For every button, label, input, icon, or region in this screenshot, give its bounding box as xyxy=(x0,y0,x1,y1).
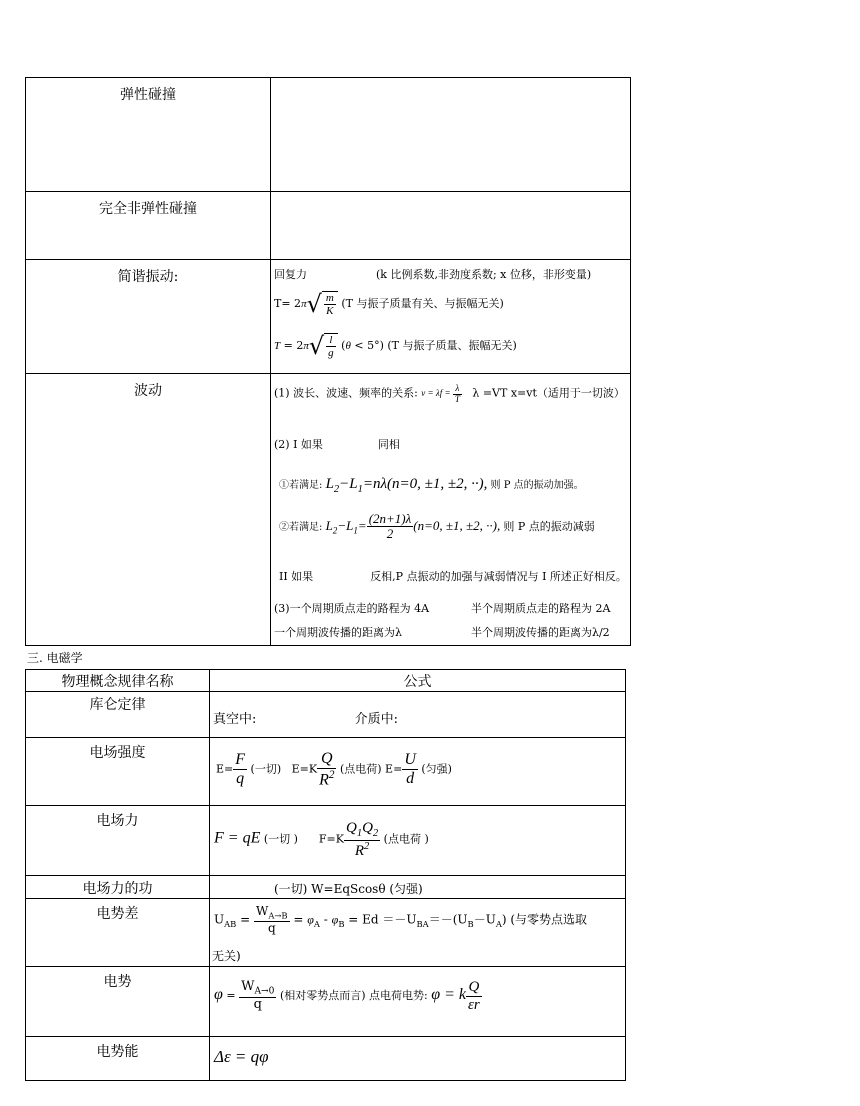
coulomb-label: 库仑定律 xyxy=(26,692,210,738)
distance-half-period: 半个周期波传播的距离为λ/2 xyxy=(471,626,610,639)
potential-diff-note-2: 无关) xyxy=(212,949,241,963)
section-title: 三. 电磁学 xyxy=(27,651,83,665)
potential-diff-label: 电势差 xyxy=(26,899,210,967)
force-point-charge-note: (点电荷 ) xyxy=(383,832,429,846)
potential-diff-formula: $U_{AB}$ = $\frac{W_{A\to B}}{q}$ = $\varphi_A - \varphi_B = Ed =-U_{BA}=-(U_B-U_A)$ (与零势点选取 无关) xyxy=(210,899,626,967)
condition-1-result: 则 P 点的振动加强。 xyxy=(490,480,584,491)
condition-2-label: ②若满足: xyxy=(279,521,323,533)
mechanics-table xyxy=(25,77,631,646)
interference-case-1: (2) I 如果 xyxy=(274,438,323,451)
field-work-formula xyxy=(210,876,626,899)
potential-diff-note: (与零势点选取 xyxy=(510,912,588,927)
wave-relation-note: λ =VT x=vt（适用于一切波） xyxy=(472,386,625,400)
field-strength-formula: E= $\frac{F}{q}$ (一切) E=K $\frac{Q}{R^2}$ (点电荷) E= $\frac{U}{d}$ (匀强) xyxy=(210,738,626,806)
medium-label: 介质中: xyxy=(354,712,399,727)
elastic-collision-label: 弹性碰撞 xyxy=(26,78,271,192)
shm-formula xyxy=(271,260,631,374)
wave-relation-label: (1) 波长、波速、频率的关系: xyxy=(274,386,418,400)
condition-2-result: 则 P 点的振动减弱 xyxy=(503,519,595,533)
restore-force-label: 回复力 xyxy=(274,268,307,281)
potential-note: (相对零势点而言) 点电荷电势: xyxy=(279,989,428,1002)
field-strength-label: 电场强度 xyxy=(26,738,210,806)
inelastic-collision-formula xyxy=(271,192,631,260)
electric-force-label: 电场力 xyxy=(26,806,210,876)
field-point-charge-note: (点电荷) xyxy=(339,762,382,776)
distance-one-period: 一个周期波传播的距离为λ xyxy=(274,626,402,639)
coulomb-formula xyxy=(210,692,626,738)
header-name: 物理概念规律名称 xyxy=(26,670,210,692)
field-general-note: (一切) xyxy=(250,762,282,776)
vacuum-label: 真空中: xyxy=(213,712,257,727)
electromagnetism-table xyxy=(25,669,626,1081)
potential-formula: φ = $\frac{W_{A\to 0}}{q}$ (相对零势点而言) 点电荷电势: φ = k $\frac{Q}{\varepsilon r}$ xyxy=(210,967,626,1037)
force-general-note: (一切 ) xyxy=(263,832,298,846)
period-pendulum: T = 2π√ $\frac{l}{g}$ (θ < 5°) (T 与振子质量、振幅无关) xyxy=(274,332,517,360)
wave-formula: (1) 波长、波速、频率的关系: v = λf = $\frac{\lambda}{T}$ λ =VT x=vt（适用于一切波） (2) I 如果 同相 ①若满足: $L_2-L_1=n\lambda(n=0$, ±1, ±2, ··), 则 P 点的振动加强。 ②若满足: $L_2-L_1=$ $\frac{(2n+1)\lambda}{2}$ (n=0, ±1, ±2, ··), 则 P 点的振动减弱 II 如果 反相,P 点振动的加强与减弱情况与 I 所述正好相反。 (3)一个周期质点走的路程为 4A 半个周期质点走的路程为 2A 一个周期波传播的距离为λ 半个周期波传播的距离为λ/2 xyxy=(271,374,631,646)
period-spring-note: (T 与振子质量有关、与振幅无关) xyxy=(341,297,504,310)
field-work-label: 电场力的功 xyxy=(26,876,210,899)
shm-label: 简谐振动: xyxy=(26,260,271,374)
potential-label: 电势 xyxy=(26,967,210,1037)
path-one-period: (3)一个周期质点走的路程为 4A xyxy=(274,602,430,615)
wave-label: 波动 xyxy=(26,374,271,646)
electric-force-formula: F = qE (一切 ) F=K $\frac{Q_1Q_2}{R^2}$ (点电荷 ) xyxy=(210,806,626,876)
period-prefix: T= 2 xyxy=(274,297,302,310)
period-spring: T= 2π√ $\frac{m}{K}$ (T 与振子质量有关、与振幅无关) xyxy=(274,290,504,318)
elastic-collision-formula xyxy=(271,78,631,192)
in-phase-label: 同相 xyxy=(377,438,400,451)
inelastic-collision-label: 完全非弹性碰撞 xyxy=(26,192,271,260)
restore-force-note: (k 比例系数,非劲度系数; x 位移，非形变量) xyxy=(376,268,592,281)
potential-energy-label: 电势能 xyxy=(26,1037,210,1081)
anti-phase-note: 反相,P 点振动的加强与减弱情况与 I 所述正好相反。 xyxy=(370,570,627,583)
path-half-period: 半个周期质点走的路程为 2A xyxy=(471,602,611,615)
potential-energy-formula: Δε = qφ xyxy=(210,1037,626,1081)
header-formula: 公式 xyxy=(210,670,626,692)
condition-1-label: ①若满足: xyxy=(279,480,323,491)
field-work-text: (一切) W=EqScosθ (匀强) xyxy=(274,882,423,896)
interference-case-2: II 如果 xyxy=(279,570,314,583)
period-pendulum-note: (T 与振子质量、振幅无关) xyxy=(387,339,517,352)
field-uniform-note: (匀强) xyxy=(421,762,452,776)
